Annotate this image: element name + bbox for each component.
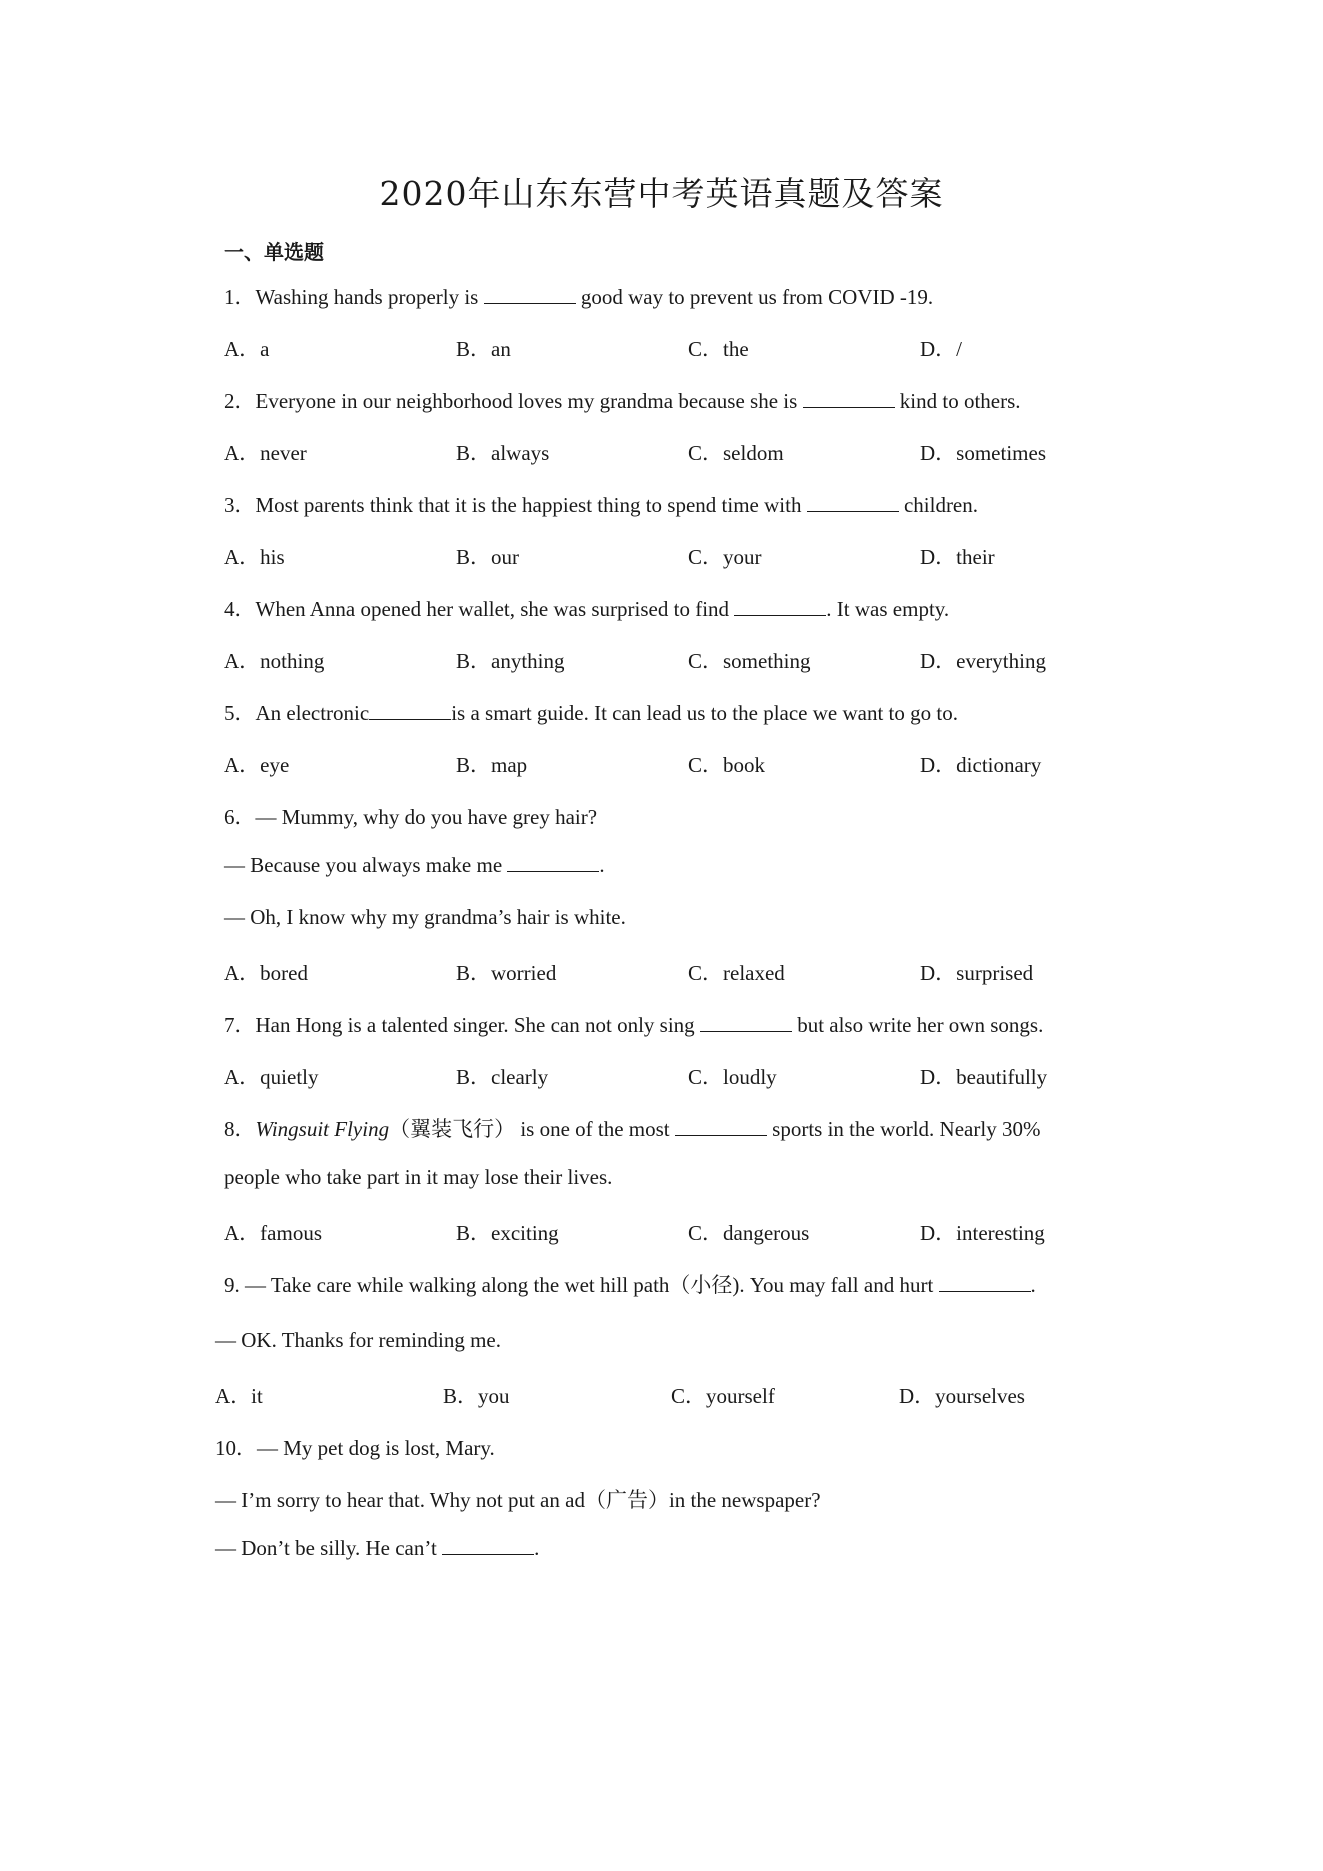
- option-c: C．dangerous: [688, 1221, 810, 1245]
- question-7: 7．Han Hong is a talented singer. She can not only sing but also write her own songs.: [224, 1013, 1044, 1037]
- option-a: A．his: [224, 545, 285, 569]
- question-6: 6．— Mummy, why do you have grey hair?: [224, 805, 598, 829]
- option-b: B．always: [456, 441, 550, 465]
- option-d: D．dictionary: [920, 753, 1042, 777]
- question-2: 2．Everyone in our neighborhood loves my grandma because she is kind to others.: [224, 389, 1021, 413]
- answer-blank: [803, 389, 895, 408]
- answer-blank: [939, 1273, 1031, 1292]
- section-heading: 一、单选题: [224, 240, 324, 264]
- question-10: 10．— My pet dog is lost, Mary.: [215, 1436, 495, 1460]
- option-c: C．relaxed: [688, 961, 785, 985]
- option-a: A．eye: [224, 753, 290, 777]
- option-b: B．our: [456, 545, 519, 569]
- question-6-line-3: — Oh, I know why my grandma’s hair is white.: [224, 905, 626, 929]
- option-b: B．an: [456, 337, 511, 361]
- option-b: B．anything: [456, 649, 565, 673]
- answer-blank: [484, 285, 576, 304]
- option-a: A．never: [224, 441, 307, 465]
- option-a: A．famous: [224, 1221, 322, 1245]
- question-6-line-2: — Because you always make me .: [224, 853, 605, 877]
- option-a: A．it: [215, 1384, 263, 1408]
- option-a: A．nothing: [224, 649, 325, 673]
- option-d: D．everything: [920, 649, 1046, 673]
- answer-blank: [700, 1013, 792, 1032]
- question-4: 4．When Anna opened her wallet, she was surprised to find . It was empty.: [224, 597, 950, 621]
- question-3: 3．Most parents think that it is the happiest thing to spend time with children.: [224, 493, 979, 517]
- answer-blank: [442, 1536, 534, 1555]
- question-3-options: [224, 541, 1154, 571]
- option-b: B．clearly: [456, 1065, 549, 1089]
- option-d: D．interesting: [920, 1221, 1045, 1245]
- option-d: D．beautifully: [920, 1065, 1048, 1089]
- option-d: D．/: [920, 337, 962, 361]
- answer-blank: [675, 1117, 767, 1136]
- option-d: D．their: [920, 545, 995, 569]
- option-d: D．sometimes: [920, 441, 1046, 465]
- option-c: C．loudly: [688, 1065, 777, 1089]
- answer-blank: [807, 493, 899, 512]
- question-1-options: [224, 333, 1154, 363]
- question-8-options: [224, 1217, 1154, 1247]
- question-9-options: [215, 1380, 1145, 1410]
- option-b: B．you: [443, 1384, 510, 1408]
- option-c: C．your: [688, 545, 762, 569]
- option-a: A．a: [224, 337, 270, 361]
- question-8: 8．Wingsuit Flying（翼装飞行） is one of the most sports in the world. Nearly 30%: [224, 1117, 1041, 1141]
- question-2-options: [224, 437, 1154, 467]
- option-a: A．quietly: [224, 1065, 319, 1089]
- question-7-options: [224, 1061, 1154, 1091]
- page-title: 2020年山东东营中考英语真题及答案: [379, 174, 944, 213]
- option-d: D．yourselves: [899, 1384, 1025, 1408]
- option-d: D．surprised: [920, 961, 1034, 985]
- option-c: C．the: [688, 337, 749, 361]
- question-6-options: [224, 957, 1154, 987]
- option-c: C．yourself: [671, 1384, 775, 1408]
- option-b: B．exciting: [456, 1221, 559, 1245]
- question-5-options: [224, 749, 1154, 779]
- question-9: 9. — Take care while walking along the wet hill path（小径). You may fall and hurt .: [224, 1273, 1036, 1297]
- question-10-line-3: — Don’t be silly. He can’t .: [215, 1536, 540, 1560]
- question-10-line-2: — I’m sorry to hear that. Why not put an ad（广告）in the newspaper?: [215, 1488, 821, 1512]
- option-c: C．seldom: [688, 441, 784, 465]
- question-1: 1．Washing hands properly is good way to prevent us from COVID -19.: [224, 285, 934, 309]
- answer-blank: [369, 701, 451, 720]
- question-8-line-2: people who take part in it may lose their lives.: [224, 1165, 613, 1189]
- option-a: A．bored: [224, 961, 308, 985]
- option-b: B．worried: [456, 961, 557, 985]
- question-5: 5．An electronic is a smart guide. It can lead us to the place we want to go to.: [224, 701, 958, 725]
- option-c: C．book: [688, 753, 766, 777]
- answer-blank: [734, 597, 826, 616]
- answer-blank: [507, 853, 599, 872]
- question-4-options: [224, 645, 1154, 675]
- option-c: C．something: [688, 649, 811, 673]
- question-9-line-2: — OK. Thanks for reminding me.: [215, 1328, 501, 1352]
- option-b: B．map: [456, 753, 528, 777]
